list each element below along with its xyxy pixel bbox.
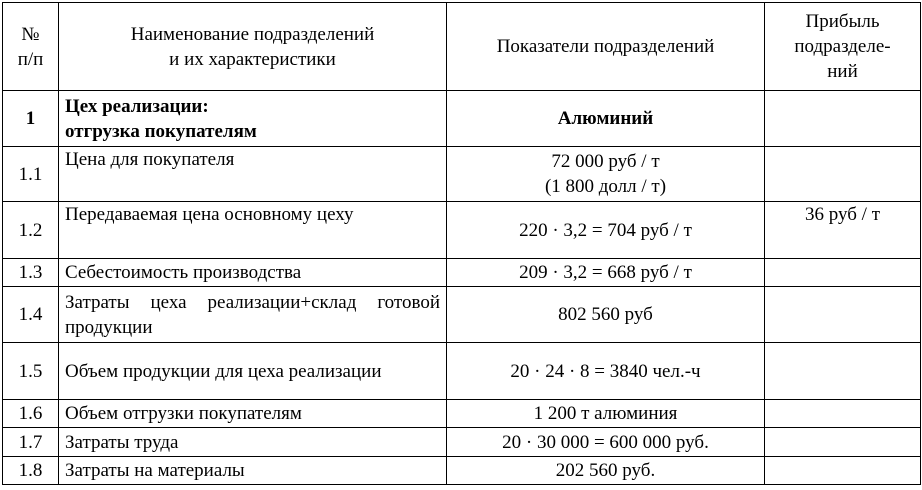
row-num: 1.8 xyxy=(3,457,59,485)
header-num-line-1: № xyxy=(21,23,40,45)
row-num: 1.3 xyxy=(3,259,59,287)
section-name-line-2: отгрузка покупателям xyxy=(65,120,257,142)
row-indicator: 802 560 руб xyxy=(447,287,765,343)
row-name: Цена для покупателя xyxy=(59,147,447,202)
header-profit-line-3: ний xyxy=(827,61,858,82)
row-profit xyxy=(765,147,921,202)
row-indicator: 20 · 30 000 = 600 000 руб. xyxy=(447,428,765,457)
header-num-line-2: п/п xyxy=(17,48,44,70)
row-profit xyxy=(765,259,921,287)
header-indicators-label: Показатели подразделений xyxy=(496,36,715,57)
row-num: 1.4 xyxy=(3,287,59,343)
header-num xyxy=(3,3,59,91)
row-indicator-line-1: 72 000 руб / т xyxy=(551,151,660,172)
table-row xyxy=(3,259,921,287)
data-table xyxy=(2,2,921,485)
row-indicator: 20 · 24 · 8 = 3840 чел.-ч xyxy=(447,343,765,400)
table-row xyxy=(3,457,921,485)
row-profit xyxy=(765,428,921,457)
row-profit xyxy=(765,400,921,428)
table-row xyxy=(3,287,921,343)
header-profit-line-2: подразделе- xyxy=(794,36,891,57)
row-name: Затраты цеха реализации+склад готовой продукции xyxy=(59,287,447,343)
row-num: 1.7 xyxy=(3,428,59,457)
header-name-line-2: и их характеристики xyxy=(169,48,336,70)
row-indicator: 202 560 руб. xyxy=(447,457,765,485)
row-name: Передаваемая цена основному цеху xyxy=(59,202,447,259)
header-profit xyxy=(765,3,921,91)
table-row xyxy=(3,147,921,202)
row-indicator: 1 200 т алюминия xyxy=(447,400,765,428)
row-indicator: 209 · 3,2 = 668 руб / т xyxy=(447,259,765,287)
section-row xyxy=(3,91,921,147)
row-indicator: 220 · 3,2 = 704 руб / т xyxy=(447,202,765,259)
table-row xyxy=(3,343,921,400)
row-profit xyxy=(765,287,921,343)
header-name-line-1: Наименование подразделений xyxy=(130,23,375,45)
row-name: Затраты на материалы xyxy=(59,457,447,485)
row-profit xyxy=(765,343,921,400)
row-num: 1.1 xyxy=(3,147,59,202)
section-num: 1 xyxy=(3,91,59,147)
section-profit xyxy=(765,91,921,147)
row-num: 1.2 xyxy=(3,202,59,259)
header-profit-line-1: Прибыль xyxy=(805,11,880,32)
header-row xyxy=(3,3,921,91)
row-name: Объем продукции для цеха реализации xyxy=(59,343,447,400)
table-row xyxy=(3,400,921,428)
row-profit xyxy=(765,457,921,485)
row-name: Затраты труда xyxy=(59,428,447,457)
row-num: 1.5 xyxy=(3,343,59,400)
table-row xyxy=(3,202,921,259)
table-row xyxy=(3,428,921,457)
row-num: 1.6 xyxy=(3,400,59,428)
header-name xyxy=(59,3,447,91)
row-name: Себестоимость производства xyxy=(59,259,447,287)
section-name-line-1: Цех реализации: xyxy=(65,95,209,117)
section-name xyxy=(59,91,447,147)
section-indicator: Алюминий xyxy=(447,91,765,147)
row-indicator xyxy=(447,147,765,202)
row-profit: 36 руб / т xyxy=(765,202,921,259)
row-name: Объем отгрузки покупателям xyxy=(59,400,447,428)
row-indicator-line-2: (1 800 долл / т) xyxy=(544,176,667,197)
header-indicators xyxy=(447,3,765,91)
